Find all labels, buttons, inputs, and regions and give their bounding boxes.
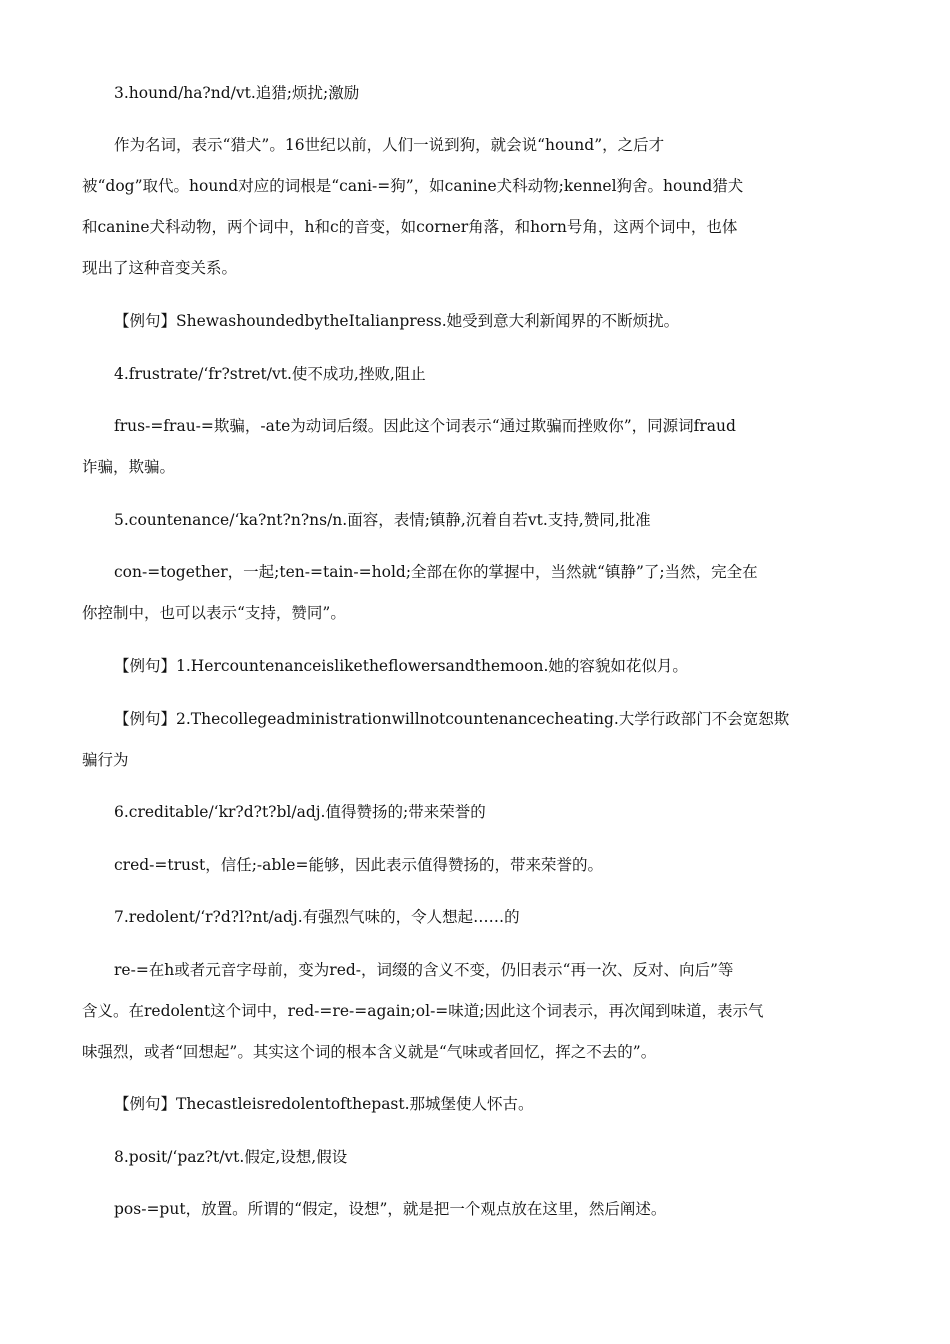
example-sentence: 【例句】2.Thecollegeadministrationwillnotcountenancecheating.大学行政部门不会宽恕欺 bbox=[114, 710, 790, 728]
entry-heading: 8.posit/‘paz?t/vt.假定,设想,假设 bbox=[114, 1148, 348, 1166]
example-sentence-line: 骗行为 bbox=[82, 751, 129, 769]
entry-paragraph-line: 被“dog”取代。hound对应的词根是“cani-=狗”，如canine犬科动物;kennel狗舍。hound猎犬 bbox=[82, 177, 744, 195]
entry-paragraph: re-=在h或者元音字母前，变为red-，词缀的含义不变，仍旧表示“再一次、反对、向后”等 bbox=[114, 961, 734, 979]
entry-paragraph-line: 味强烈，或者“回想起”。其实这个词的根本含义就是“气味或者回忆，挥之不去的”。 bbox=[82, 1043, 657, 1061]
example-sentence: 【例句】ShewashoundedbytheItalianpress.她受到意大利新闻界的不断烦扰。 bbox=[114, 312, 680, 330]
entry-paragraph-line: 和canine犬科动物，两个词中，h和c的音变，如corner角落，和horn号角，这两个词中，也体 bbox=[82, 218, 738, 236]
entry-paragraph-line: 你控制中，也可以表示“支持，赞同”。 bbox=[82, 604, 346, 622]
entry-paragraph-line: 诈骗，欺骗。 bbox=[82, 458, 176, 476]
entry-heading: 3.hound/ha?nd/vt.追猎;烦扰;激励 bbox=[114, 84, 360, 102]
entry-paragraph: pos-=put，放置。所谓的“假定，设想”，就是把一个观点放在这里，然后阐述。 bbox=[114, 1200, 667, 1218]
entry-heading: 7.redolent/‘r?d?l?nt/adj.有强烈气味的，令人想起……的 bbox=[114, 908, 520, 926]
entry-paragraph: 作为名词，表示“猎犬”。16世纪以前，人们一说到狗，就会说“hound”，之后才 bbox=[114, 136, 665, 154]
entry-paragraph: cred-=trust，信任;-able=能够，因此表示值得赞扬的，带来荣誉的。 bbox=[114, 856, 603, 874]
example-sentence: 【例句】1.Hercountenanceisliketheflowersandthemoon.她的容貌如花似月。 bbox=[114, 657, 688, 675]
example-sentence: 【例句】Thecastleisredolentofthepast.那城堡使人怀古。 bbox=[114, 1095, 534, 1113]
entry-paragraph: con-=together，一起;ten-=tain-=hold;全部在你的掌握中，当然就“镇静”了;当然，完全在 bbox=[114, 563, 758, 581]
entry-heading: 4.frustrate/‘fr?stret/vt.使不成功,挫败,阻止 bbox=[114, 365, 426, 383]
entry-paragraph-line: 含义。在redolent这个词中，red-=re-=again;ol-=味道;因此这个词表示，再次闻到味道，表示气 bbox=[82, 1002, 764, 1020]
entry-heading: 5.countenance/‘ka?nt?n?ns/n.面容，表情;镇静,沉着自若vt.支持,赞同,批准 bbox=[114, 511, 651, 529]
entry-heading: 6.creditable/‘kr?d?t?bl/adj.值得赞扬的;带来荣誉的 bbox=[114, 803, 486, 821]
entry-paragraph-line: 现出了这种音变关系。 bbox=[82, 259, 238, 277]
entry-paragraph: frus-=frau-=欺骗，-ate为动词后缀。因此这个词表示“通过欺骗而挫败你”，同源词fraud bbox=[114, 417, 736, 435]
